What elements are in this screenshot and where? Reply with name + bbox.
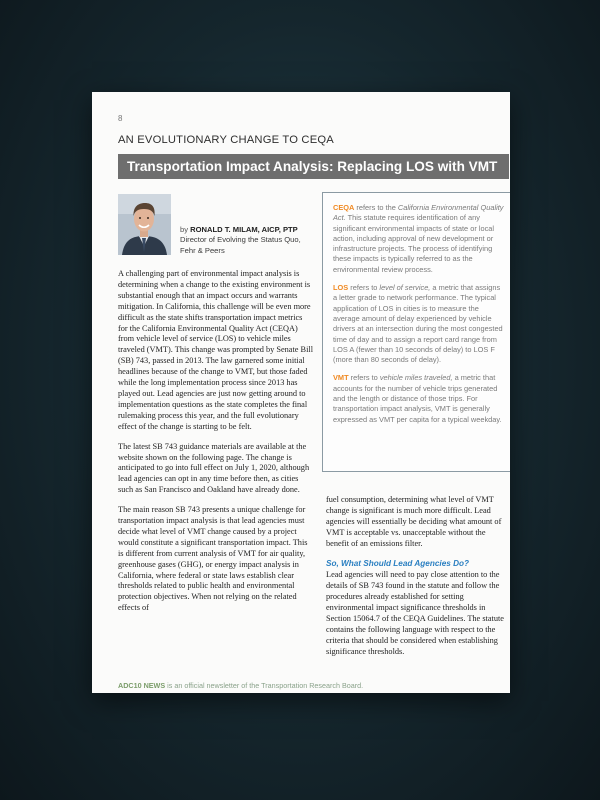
sidebar-text: refers to xyxy=(348,373,380,383)
sidebar-emphasis: California Environmental Quality Act. xyxy=(333,203,504,223)
author-role-line2: Fehr & Peers xyxy=(180,245,225,255)
sidebar-text: This statute requires identification of any significant environmental impacts of state or local action, including approval of new development or infrastructure projects. The process of identifying these impacts is typically referred to as the environmental review process. xyxy=(333,213,495,274)
body-paragraph: fuel consumption, determining what level of VMT change is significant is much more difficult. Lead agencies will essentially be deciding what amount of VMT is acceptable vs. unacceptable without the benefit of an emissions filter. xyxy=(326,495,502,548)
body-paragraph: The latest SB 743 guidance materials are available at the website shown on the following page. The change is anticipated to go into full effect on July 1, 2020, although lead agencies can opt in any time before then, as cities such as San Francisco and Oakland have already done. xyxy=(118,441,310,495)
page-footer xyxy=(118,681,363,690)
byline-prefix: by xyxy=(180,225,189,234)
sidebar-text: a metric that assigns a letter grade to network performance. The typical application of LOS in cities is to measure the average amount of delay experienced by vehicle drivers at an intersection during the most congested time of day and to assign a report card range from LOS A (fewer than 10 seconds of delay) to LOS F (more than 80 seconds of delay). xyxy=(333,283,503,365)
sidebar-text: refers to xyxy=(348,283,380,293)
body-paragraph: Lead agencies will need to pay close attention to the details of SB 743 found in the statute and follow the procedures already established for setting environmental impact significance thresholds in Section 15064.7 of the CEQA Guidelines. The statute contains the following language with respect to the criteria that should be considered when establishing significance thresholds. xyxy=(326,570,504,656)
author-name: RONALD T. MILAM, AICP, PTP xyxy=(190,225,298,234)
body-paragraph: A challenging part of environmental impact analysis is determining when a change to the existing environment is substantial enough that an impact occurs and warrants mitigation. In California, this challenge will be even more difficult as the state shifts transportation impact metrics for the California Environmental Quality Act (CEQA) from vehicle level of service (LOS) to vehicle miles traveled (VMT). This change was prompted by Senate Bill (SB) 743, passed in 2013. The law garnered some initial headlines because of the change to VMT, but those faded while the long implementation process since 2013 has played out. Lead agencies are just now getting around to implementation questions as the state completes the final rulemaking process this year, and the full evolutionary effect of the change is starting to be felt. xyxy=(118,269,314,431)
article-title: Transportation Impact Analysis: Replacing LOS with VMT xyxy=(118,154,509,179)
body-column-left xyxy=(118,269,314,623)
page-number: 8 xyxy=(118,114,123,123)
sidebar-text: a metric that accounts for the number of vehicle trips generated and the length or distance of those trips. For transportation impact analysis, VMT is generally expressed as VMT per capita for a typical weekday. xyxy=(333,373,502,424)
sidebar-term: CEQA xyxy=(333,203,355,212)
sidebar-emphasis: level of service, xyxy=(379,283,431,293)
sidebar-definition-los xyxy=(333,283,505,365)
definitions-sidebar xyxy=(322,192,510,472)
sidebar-definition-vmt xyxy=(333,373,505,424)
sidebar-term: VMT xyxy=(333,373,349,383)
author-portrait-image xyxy=(118,194,171,255)
author-photo xyxy=(118,194,171,255)
body-paragraph: The main reason SB 743 presents a unique challenge for transportation impact analysis is that lead agencies must decide what level of VMT change caused by a project would constitute a significant transportation impact. This is different from current analysis of VMT for air quality, greenhouse gases (GHG), or energy impact analysis in California, where federal or state laws establish clear thresholds related to public health and environmental protection objectives. When not relying on the related effects of xyxy=(118,505,308,613)
sidebar-emphasis: vehicle miles traveled, xyxy=(379,373,453,383)
newsletter-page xyxy=(92,92,510,693)
sidebar-text: refers to the xyxy=(354,203,398,212)
footer-brand: ADC10 NEWS xyxy=(118,681,166,690)
body-column-right xyxy=(326,495,509,667)
sidebar-term: LOS xyxy=(333,283,349,293)
author-role-line1: Director of Evolving the Status Quo, xyxy=(180,235,301,245)
author-byline xyxy=(180,225,310,256)
section-kicker: AN EVOLUTIONARY CHANGE TO CEQA xyxy=(118,134,334,146)
sidebar-definition-ceqa xyxy=(333,203,505,275)
section-subhead: So, What Should Lead Agencies Do? xyxy=(326,558,469,568)
footer-text: is an official newsletter of the Transportation Research Board. xyxy=(165,681,364,690)
